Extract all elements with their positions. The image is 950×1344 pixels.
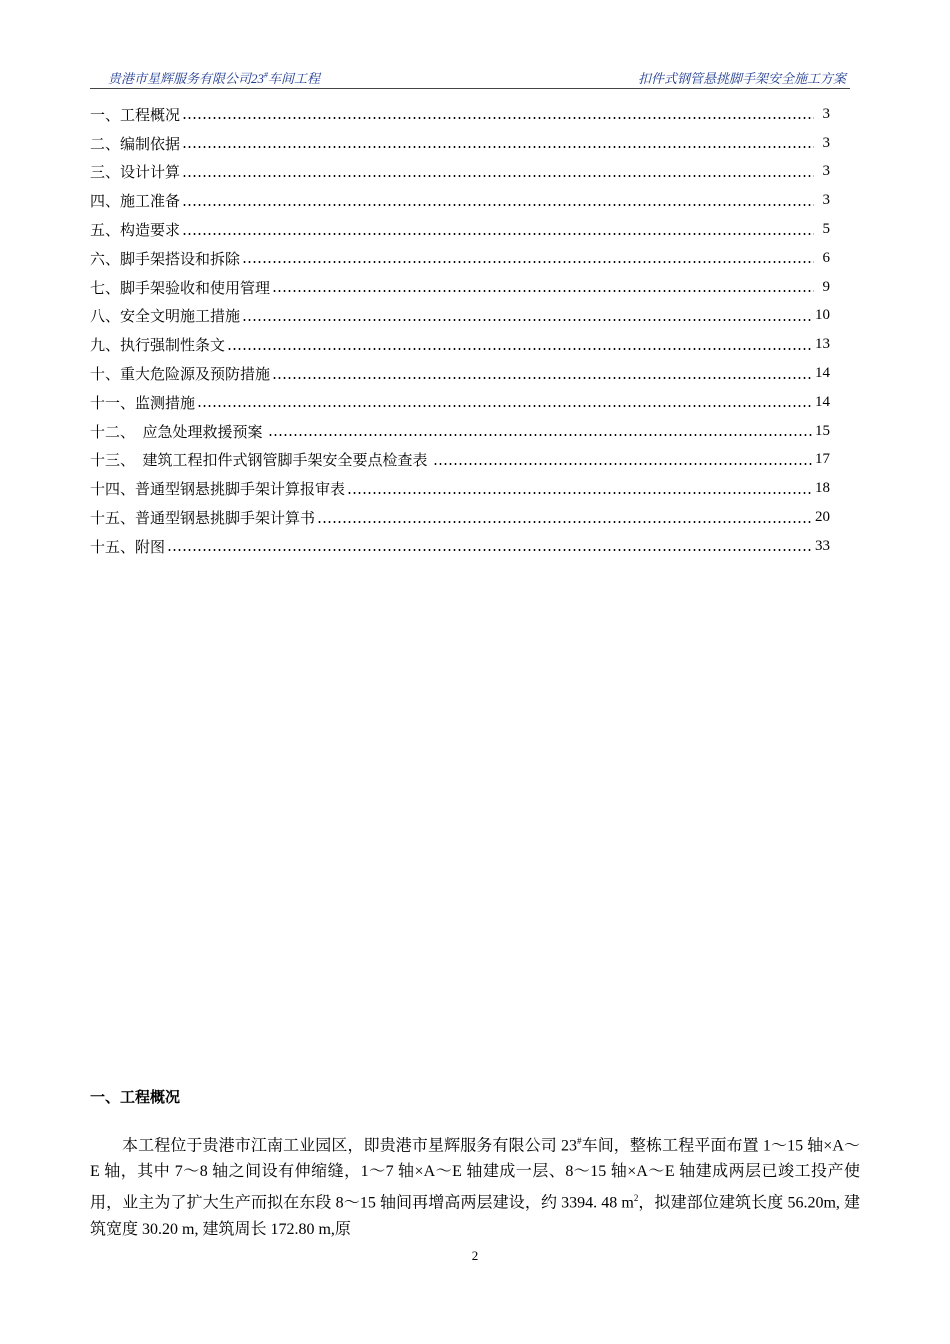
toc-entry-label: 十五、附图 — [90, 539, 166, 556]
toc-entry-page: 15 — [815, 422, 830, 439]
toc-entry-page: 14 — [815, 365, 830, 382]
table-of-contents — [90, 100, 830, 561]
toc-entry-page: 3 — [822, 105, 830, 122]
toc-entry[interactable] — [90, 388, 830, 417]
header-document-title: 扣件式钢管悬挑脚手架安全施工方案 — [637, 71, 846, 86]
toc-entry[interactable] — [90, 244, 830, 273]
toc-entry-label: 十四、普通型钢悬挑脚手架计算报审表 — [90, 482, 346, 499]
toc-leader-dots — [433, 463, 813, 465]
toc-entry-page: 6 — [822, 249, 830, 266]
toc-entry-page: 20 — [815, 509, 830, 526]
toc-entry-page: 3 — [822, 192, 830, 209]
toc-leader-dots — [182, 175, 814, 177]
section-paragraph: 本工程位于贵港市江南工业园区，即贵港市星辉服务有限公司 23#车间，整栋工程平面布置 1～15 轴×A～E 轴，其中 7～8 轴之间设有伸缩缝，1～7 轴×A～E 轴建成一层、8～15 轴×A～E 轴建成两层已竣工投产使用，业主为了扩大生产而拟在东段 8～15 轴间再增高两层建设，约 3394. 48 $m^2$，拟建部位建筑长度 56.20m, 建筑宽度 30.20 m, 建筑周长 172.80 m,原 — [90, 1136, 860, 1238]
toc-leader-dots — [182, 117, 814, 119]
toc-entry-page: 10 — [815, 307, 830, 324]
toc-entry-label: 一、工程概况 — [90, 107, 181, 124]
toc-entry-page: 5 — [822, 221, 830, 238]
page-header — [90, 66, 850, 89]
toc-entry[interactable] — [90, 186, 830, 215]
toc-entry-page: 18 — [815, 480, 830, 497]
toc-entry[interactable] — [90, 273, 830, 302]
toc-entry[interactable] — [90, 129, 830, 158]
toc-entry-page: 13 — [815, 336, 830, 353]
toc-entry-label: 五、构造要求 — [90, 223, 181, 240]
toc-entry-label: 十一、监测措施 — [90, 395, 196, 412]
toc-entry-label: 四、施工准备 — [90, 194, 181, 211]
toc-entry-label: 十三、 建筑工程扣件式钢管脚手架安全要点检查表 — [90, 453, 432, 470]
toc-entry-label: 十二、 应急处理救援预案 — [90, 424, 267, 441]
toc-leader-dots — [182, 146, 814, 148]
toc-entry-label: 九、执行强制性条文 — [90, 338, 226, 355]
toc-entry[interactable] — [90, 446, 830, 475]
header-project-name: 贵港市星辉服务有限公司23#车间工程 — [108, 70, 321, 86]
toc-entry-label: 六、脚手架搭设和拆除 — [90, 251, 241, 268]
toc-leader-dots — [242, 261, 814, 263]
toc-entry-label: 十、重大危险源及预防措施 — [90, 367, 271, 384]
toc-entry[interactable] — [90, 532, 830, 561]
toc-entry[interactable] — [90, 302, 830, 331]
toc-leader-dots — [182, 233, 814, 235]
toc-entry-page: 14 — [815, 393, 830, 410]
page-number: 2 — [471, 1248, 479, 1263]
toc-leader-dots — [167, 549, 813, 551]
toc-leader-dots — [227, 348, 813, 350]
toc-leader-dots — [197, 405, 813, 407]
toc-leader-dots — [347, 492, 813, 494]
toc-entry-label: 八、安全文明施工措施 — [90, 309, 241, 326]
toc-entry-page: 3 — [822, 163, 830, 180]
toc-leader-dots — [268, 434, 813, 436]
section-heading: 一、工程概况 — [90, 1088, 181, 1106]
toc-leader-dots — [242, 319, 813, 321]
toc-entry-label: 十五、普通型钢悬挑脚手架计算书 — [90, 511, 316, 528]
toc-entry-page: 33 — [815, 537, 830, 554]
toc-entry[interactable] — [90, 503, 830, 532]
toc-leader-dots — [272, 290, 814, 292]
toc-entry[interactable] — [90, 359, 830, 388]
toc-entry[interactable] — [90, 474, 830, 503]
toc-entry[interactable] — [90, 215, 830, 244]
toc-leader-dots — [272, 377, 813, 379]
toc-entry-label: 二、编制依据 — [90, 136, 181, 153]
toc-entry[interactable] — [90, 330, 830, 359]
toc-entry[interactable] — [90, 158, 830, 187]
toc-entry-page: 3 — [822, 134, 830, 151]
toc-leader-dots — [317, 521, 813, 523]
toc-entry[interactable] — [90, 417, 830, 446]
toc-entry-page: 17 — [815, 451, 830, 468]
toc-entry-page: 9 — [822, 278, 830, 295]
toc-entry[interactable] — [90, 100, 830, 129]
toc-entry-label: 七、脚手架验收和使用管理 — [90, 280, 271, 297]
toc-entry-label: 三、设计计算 — [90, 165, 181, 182]
toc-leader-dots — [182, 204, 814, 206]
